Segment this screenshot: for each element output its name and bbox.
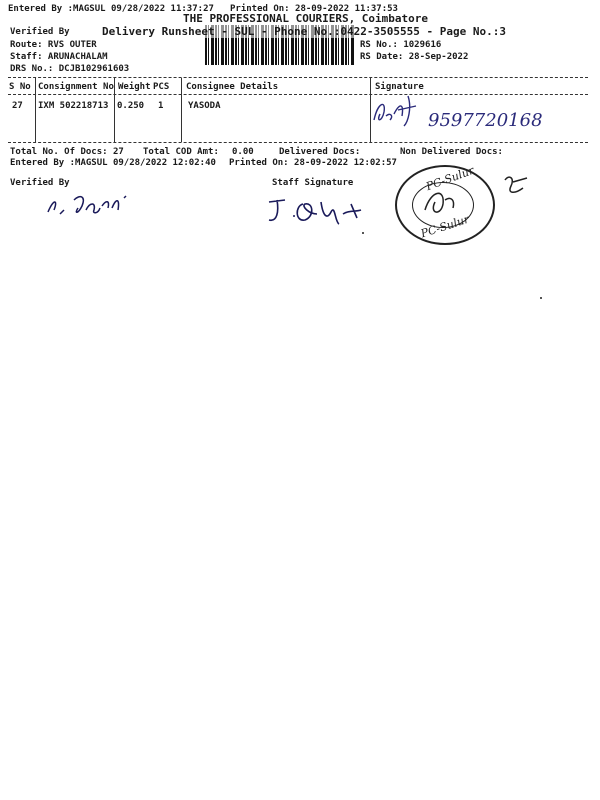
col-header-consignment: Consignment No <box>38 82 114 92</box>
printed-on-top: Printed On: 28-09-2022 11:37:53 <box>230 4 398 14</box>
col-divider <box>181 78 182 142</box>
verified-by-top-label: Verified By <box>10 27 70 37</box>
rs-date: RS Date: 28-Sep-2022 <box>360 52 469 62</box>
col-header-pcs: PCS <box>153 82 170 92</box>
company-name: THE PROFESSIONAL COURIERS, Coimbatore <box>183 12 429 25</box>
staff: Staff: ARUNACHALAM <box>10 52 108 62</box>
staff-signature <box>265 192 375 232</box>
col-divider <box>35 78 36 142</box>
stamp-text-top: PC-Sulur <box>424 163 476 194</box>
stamp-text-bottom: PC-Sulur <box>419 212 471 241</box>
delivered-docs: Delivered Docs: <box>279 147 361 157</box>
verifier-signature <box>40 188 140 224</box>
col-header-consignee: Consignee Details <box>186 82 279 92</box>
table-header-rule <box>8 94 588 95</box>
verified-by-label: Verified By <box>10 178 70 188</box>
row-consignee: YASODA <box>188 101 221 111</box>
non-delivered-docs: Non Delivered Docs: <box>400 147 503 157</box>
row-consignment: IXM 502218713 <box>38 101 109 111</box>
col-header-signature: Signature <box>375 82 424 92</box>
col-header-sno: S No <box>9 82 31 92</box>
scan-speck <box>362 232 364 234</box>
col-header-weight: Weight <box>118 82 151 92</box>
runsheet-title: Delivery Runsheet - SUL - Phone No.:0422-3505555 - Page No.:3 <box>102 25 506 38</box>
recipient-phone-handwritten: 9597720168 <box>428 110 543 131</box>
row-pcs: 1 <box>158 101 164 111</box>
entered-by-top: Entered By :MAGSUL 09/28/2022 11:37:27 <box>8 4 214 14</box>
col-divider <box>114 78 115 142</box>
stamp-signature-overlay <box>405 170 535 230</box>
route: Route: RVS OUTER <box>10 40 97 50</box>
row-sno: 27 <box>12 101 23 111</box>
rs-number: RS No.: 1029616 <box>360 40 442 50</box>
table-top-rule <box>8 77 588 78</box>
row-weight: 0.250 <box>117 101 145 111</box>
staff-signature-label: Staff Signature <box>272 178 354 188</box>
total-cod-value: 0.00 <box>232 147 254 157</box>
total-docs: Total No. Of Docs: 27 <box>10 147 124 157</box>
entered-by-footer: Entered By :MAGSUL 09/28/2022 12:02:40 <box>10 158 216 168</box>
printed-on-footer: Printed On: 28-09-2022 12:02:57 <box>229 158 397 168</box>
scan-speck <box>540 297 542 299</box>
total-cod-label: Total COD Amt: <box>143 147 219 157</box>
table-bottom-rule <box>8 142 588 143</box>
recipient-signature-scribble <box>368 92 428 132</box>
drs-number: DRS No.: DCJB102961603 <box>10 64 130 74</box>
